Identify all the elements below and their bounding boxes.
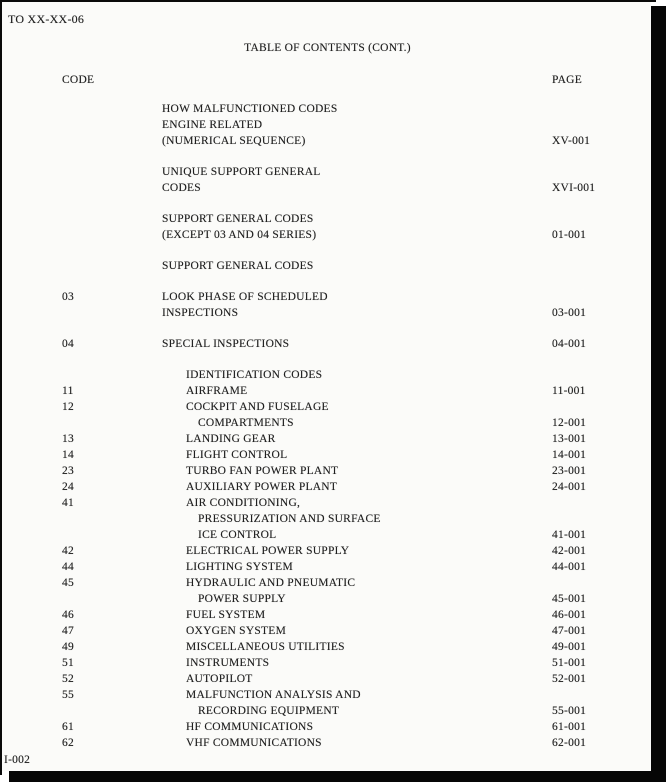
scan-shadow-bottom: [9, 771, 666, 782]
entry-code: 23: [62, 465, 74, 477]
entry-code: 52: [62, 673, 74, 685]
entry-text: ENGINE RELATED: [162, 119, 263, 131]
toc-line: [0, 338, 651, 354]
toc-entry: [0, 561, 651, 577]
toc-entry: [0, 260, 651, 276]
toc-line: [0, 103, 651, 119]
toc-line: [0, 561, 651, 577]
toc-line: [0, 529, 651, 545]
entry-text: SUPPORT GENERAL CODES: [162, 213, 314, 225]
toc-entry: [0, 213, 651, 245]
entry-page-number: 11-001: [552, 385, 586, 397]
toc-line: [0, 135, 651, 151]
entry-code: 55: [62, 689, 74, 701]
entry-code: 51: [62, 657, 74, 669]
entry-text: FUEL SYSTEM: [186, 609, 266, 621]
entry-code: 14: [62, 449, 74, 461]
entry-text: LOOK PHASE OF SCHEDULED: [162, 291, 328, 303]
page-footer-number: I-002: [4, 754, 31, 766]
toc-line: [0, 641, 651, 657]
toc-line: [0, 609, 651, 625]
toc-entry: [0, 689, 651, 721]
toc-entry: [0, 369, 651, 385]
entry-text: FLIGHT CONTROL: [186, 449, 288, 461]
entry-page-number: 51-001: [552, 657, 587, 669]
entry-text: MALFUNCTION ANALYSIS AND: [186, 689, 361, 701]
toc-line: [0, 401, 651, 417]
entry-page-number: 46-001: [552, 609, 587, 621]
entry-page-number: 45-001: [552, 593, 587, 605]
toc-line: [0, 465, 651, 481]
entry-text: UNIQUE SUPPORT GENERAL: [162, 166, 321, 178]
toc-entry: [0, 291, 651, 323]
toc-line: [0, 497, 651, 513]
column-header-code: CODE: [62, 74, 95, 86]
toc-entry: [0, 737, 651, 753]
entry-text: COMPARTMENTS: [198, 417, 294, 429]
entry-text: RECORDING EQUIPMENT: [198, 705, 340, 717]
entry-text: HYDRAULIC AND PNEUMATIC: [186, 577, 356, 589]
toc-line: [0, 369, 651, 385]
toc-line: [0, 545, 651, 561]
entry-text: MISCELLANEOUS UTILITIES: [186, 641, 345, 653]
toc-entry: [0, 166, 651, 198]
toc-body: [0, 103, 651, 753]
toc-entry: [0, 609, 651, 625]
entry-text: INSPECTIONS: [162, 307, 239, 319]
toc-line: [0, 593, 651, 609]
toc-entry: [0, 657, 651, 673]
entry-code: 11: [62, 385, 74, 397]
entry-page-number: 47-001: [552, 625, 587, 637]
entry-code: 49: [62, 641, 74, 653]
entry-page-number: 24-001: [552, 481, 587, 493]
entry-page-number: 61-001: [552, 721, 587, 733]
toc-line: [0, 705, 651, 721]
entry-page-number: XV-001: [552, 135, 591, 147]
entry-text: CODES: [162, 182, 201, 194]
page-title: TABLE OF CONTENTS (CONT.): [244, 42, 411, 54]
toc-entry: [0, 433, 651, 449]
entry-page-number: 62-001: [552, 737, 587, 749]
entry-text: AIR CONDITIONING,: [186, 497, 301, 509]
entry-page-number: 12-001: [552, 417, 587, 429]
entry-page-number: 41-001: [552, 529, 587, 541]
entry-code: 62: [62, 737, 74, 749]
entry-code: 61: [62, 721, 74, 733]
entry-page-number: 42-001: [552, 545, 587, 557]
toc-entry: [0, 577, 651, 609]
toc-line: [0, 433, 651, 449]
entry-text: SPECIAL INSPECTIONS: [162, 338, 290, 350]
entry-text: AUTOPILOT: [186, 673, 253, 685]
toc-line: [0, 417, 651, 433]
entry-page-number: 44-001: [552, 561, 587, 573]
scan-shadow-right: [651, 6, 666, 782]
entry-page-number: 23-001: [552, 465, 587, 477]
entry-text: AIRFRAME: [186, 385, 248, 397]
entry-text: ICE CONTROL: [198, 529, 277, 541]
doc-number: TO XX-XX-06: [8, 12, 85, 26]
entry-text: HF COMMUNICATIONS: [186, 721, 314, 733]
toc-entry: [0, 385, 651, 401]
toc-line: [0, 260, 651, 276]
entry-page-number: 14-001: [552, 449, 587, 461]
toc-entry: [0, 449, 651, 465]
entry-code: 41: [62, 497, 74, 509]
entry-text: PRESSURIZATION AND SURFACE: [198, 513, 381, 525]
entry-text: INSTRUMENTS: [186, 657, 270, 669]
entry-code: 04: [62, 338, 74, 350]
toc-line: [0, 673, 651, 689]
entry-text: (EXCEPT 03 AND 04 SERIES): [162, 229, 317, 241]
toc-line: [0, 166, 651, 182]
toc-entry: [0, 338, 651, 354]
toc-line: [0, 737, 651, 753]
toc-entry: [0, 641, 651, 657]
toc-entry: [0, 103, 651, 151]
entry-page-number: 03-001: [552, 307, 587, 319]
toc-line: [0, 689, 651, 705]
entry-code: 42: [62, 545, 74, 557]
entry-text: ELECTRICAL POWER SUPPLY: [186, 545, 350, 557]
entry-text: LIGHTING SYSTEM: [186, 561, 293, 573]
entry-text: SUPPORT GENERAL CODES: [162, 260, 314, 272]
toc-entry: [0, 673, 651, 689]
entry-code: 03: [62, 291, 74, 303]
entry-code: 12: [62, 401, 74, 413]
entry-page-number: XVI-001: [552, 182, 596, 194]
toc-line: [0, 307, 651, 323]
toc-line: [0, 119, 651, 135]
entry-text: IDENTIFICATION CODES: [186, 369, 323, 381]
entry-page-number: 52-001: [552, 673, 587, 685]
toc-entry: [0, 465, 651, 481]
entry-code: 46: [62, 609, 74, 621]
entry-code: 13: [62, 433, 74, 445]
page-border-top: [0, 0, 656, 2]
entry-page-number: 49-001: [552, 641, 587, 653]
toc-line: [0, 449, 651, 465]
entry-page-number: 55-001: [552, 705, 587, 717]
entry-text: COCKPIT AND FUSELAGE: [186, 401, 329, 413]
toc-entry: [0, 625, 651, 641]
entry-code: 44: [62, 561, 74, 573]
entry-text: POWER SUPPLY: [198, 593, 286, 605]
column-header-page: PAGE: [552, 74, 582, 86]
entry-text: (NUMERICAL SEQUENCE): [162, 135, 306, 147]
toc-line: [0, 291, 651, 307]
entry-page-number: 01-001: [552, 229, 587, 241]
entry-code: 24: [62, 481, 74, 493]
toc-line: [0, 213, 651, 229]
entry-text: VHF COMMUNICATIONS: [186, 737, 322, 749]
toc-line: [0, 385, 651, 401]
toc-line: [0, 513, 651, 529]
entry-page-number: 13-001: [552, 433, 587, 445]
toc-line: [0, 229, 651, 245]
toc-line: [0, 577, 651, 593]
entry-code: 47: [62, 625, 74, 637]
toc-line: [0, 721, 651, 737]
toc-line: [0, 657, 651, 673]
toc-line: [0, 481, 651, 497]
entry-page-number: 04-001: [552, 338, 587, 350]
toc-entry: [0, 481, 651, 497]
entry-text: LANDING GEAR: [186, 433, 276, 445]
toc-line: [0, 625, 651, 641]
toc-line: [0, 182, 651, 198]
toc-entry: [0, 401, 651, 433]
entry-text: TURBO FAN POWER PLANT: [186, 465, 339, 477]
entry-text: OXYGEN SYSTEM: [186, 625, 287, 637]
entry-text: AUXILIARY POWER PLANT: [186, 481, 338, 493]
toc-entry: [0, 545, 651, 561]
toc-entry: [0, 721, 651, 737]
entry-text: HOW MALFUNCTIONED CODES: [162, 103, 338, 115]
toc-entry: [0, 497, 651, 545]
entry-code: 45: [62, 577, 74, 589]
